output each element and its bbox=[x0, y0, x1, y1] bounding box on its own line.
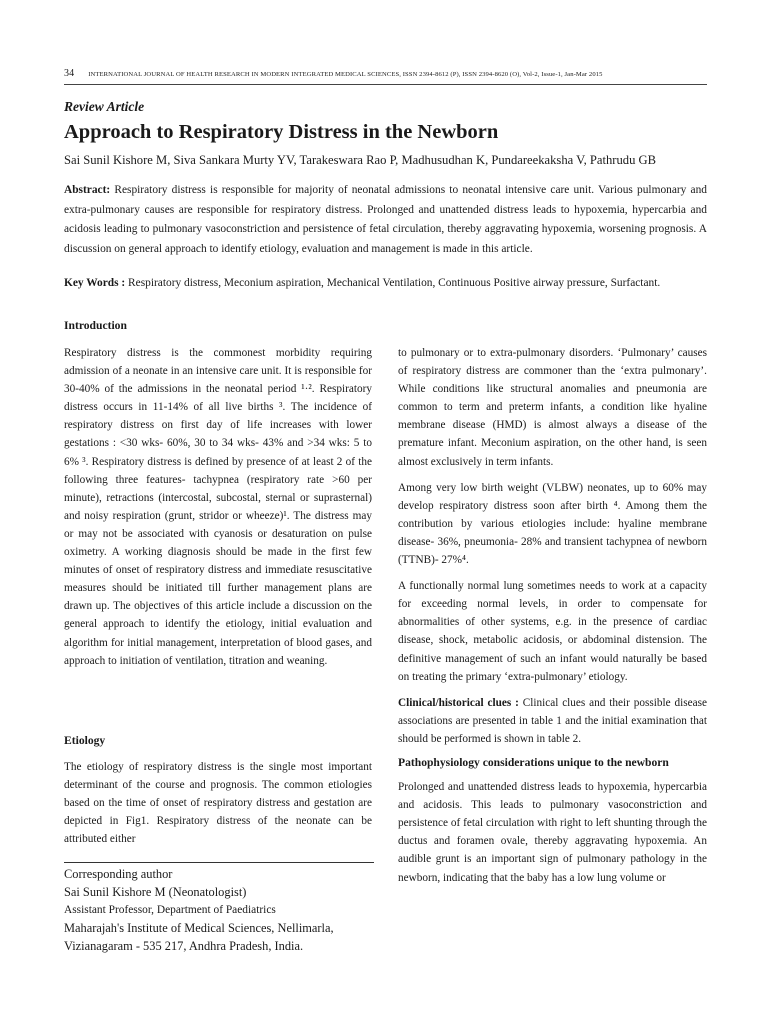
clinical-clues-label: Clinical/historical clues : bbox=[398, 696, 519, 709]
correspondence-block bbox=[64, 865, 384, 955]
pathophysiology-heading: Pathophysiology considerations unique to the newborn bbox=[398, 755, 669, 769]
correspondence-name: Sai Sunil Kishore M (Neonatologist) bbox=[64, 885, 247, 899]
right-paragraph-4 bbox=[398, 694, 707, 748]
abstract-text: Respiratory distress is responsible for majority of neonatal admissions to neonatal intensive care unit. Various pulmonary and extra-pulmonary causes are responsible for respiratory distress. Prolonged and unattended distress leads to hypoxemia, hypercarbia and acidosis leading to pulmonary vasoconstriction and persistence of fetal circulation, thereby aggravating hypoxemia, worsening prognosis. A discussion on general approach to identify etiology, evaluation and management is made in this article. bbox=[64, 184, 707, 256]
clinical-clues-text: Clinical clues and their possible disease associations are presented in table 1 and the initial examination that should be performed is shown in table 2. bbox=[398, 696, 707, 745]
etiology-paragraph: The etiology of respiratory distress is the single most important determinant of the course and prognosis. The common etiologies based on the time of onset of respiratory distress and gestation are depicted in Fig1. Respiratory distress of the neonate can be attributed either bbox=[64, 761, 372, 846]
right-paragraph-5: Prolonged and unattended distress leads to hypoxemia, hypercarbia and acidosis. This leads to pulmonary vasoconstriction and persistence of fetal circulation with right to left shunting through the ductus and foramen ovale, thereby aggravating hypoxemia. An audible grunt is an important sign of pulmonary pathology in the newborn, indicating that the baby has a low lung volume or bbox=[398, 781, 707, 884]
running-header bbox=[64, 68, 707, 79]
correspondence-institution: Maharajah's Institute of Medical Sciences, Nellimarla, bbox=[64, 921, 334, 935]
correspondence-position: Assistant Professor, Department of Paediatrics bbox=[64, 904, 276, 916]
keywords-label: Key Words : bbox=[64, 277, 126, 289]
footnote-rule bbox=[64, 862, 374, 863]
page-number: 34 bbox=[64, 68, 75, 79]
keywords bbox=[64, 274, 707, 293]
introduction-heading: Introduction bbox=[64, 319, 127, 332]
intro-paragraph: Respiratory distress is the commonest morbidity requiring admission of a neonate in an intensive care unit. It is responsible for 30-40% of the admissions in the neonatal period ¹·². Respiratory distress occurs in 11-14% of all live births ³. The incidence of respiratory distress on first day of life increases with lower gestations : <30 wks- 60%, 30 to 34 wks- 43% and >34 wks: 5 to 6% ³. Respiratory distress is defined by presence of at least 2 of the following three features- tachypnea (respiratory rate >60 per minute), retractions (intercostal, subcostal, sternal or suprasternal) and noisy respiration (grunt, stridor or wheeze)¹. The distress may or may not be associated with cyanosis or desaturation on pulse oximetry. A working diagnosis should be made in the first few minutes of onset of respiratory distress and immediate resuscitative measures should be initiated till further management plans are drawn up. The objectives of this article include a discussion on the general approach to identify the etiology, initial evaluation and algorithm for initial management, interpretation of blood gases, and approach to initiation of ventilation, titration and weaning. bbox=[64, 347, 372, 667]
abstract bbox=[64, 181, 707, 260]
author-list: Sai Sunil Kishore M, Siva Sankara Murty YV, Tarakeswara Rao P, Madhusudhan K, Pundareekaksha V, Pathrudu GB bbox=[64, 153, 657, 167]
left-column-etiology bbox=[64, 758, 372, 848]
right-column bbox=[398, 344, 707, 887]
article-type: Review Article bbox=[64, 99, 145, 114]
correspondence-label: Corresponding author bbox=[64, 867, 173, 881]
abstract-label: Abstract: bbox=[64, 184, 111, 196]
journal-citation: INTERNATIONAL JOURNAL OF HEALTH RESEARCH IN MODERN INTEGRATED MEDICAL SCIENCES, ISSN 2394-8612 (P), ISSN 2394-8620 (O), Vol-2, Issue-1, Jan-Mar 2015 bbox=[88, 71, 603, 78]
article-title: Approach to Respiratory Distress in the Newborn bbox=[64, 121, 499, 143]
right-paragraph-2: Among very low birth weight (VLBW) neonates, up to 60% may develop respiratory distress soon after birth ⁴. Among them the contribution by various etiologies include: hyaline membrane disease- 36%, pneumonia- 28% and transient tachypnea of newborn (TTNB)- 27%⁴. bbox=[398, 481, 707, 567]
left-column-intro bbox=[64, 344, 372, 670]
right-paragraph-1: to pulmonary or to extra-pulmonary disorders. ‘Pulmonary’ causes of respiratory distress are commoner than the ‘extra pulmonary’. While conditions like structural anomalies and pneumonia are common to term and preterm infants, a condition like hyaline membrane disease (HMD) is almost always a disease of the premature infant. Meconium aspiration, on the other hand, is seen almost exclusively in term infants. bbox=[398, 347, 707, 468]
etiology-heading: Etiology bbox=[64, 734, 106, 747]
header-rule bbox=[64, 84, 707, 85]
keywords-text: Respiratory distress, Meconium aspiration, Mechanical Ventilation, Continuous Positive airway pressure, Surfactant. bbox=[125, 277, 661, 289]
correspondence-address: Vizianagaram - 535 217, Andhra Pradesh, India. bbox=[64, 939, 304, 953]
right-paragraph-3: A functionally normal lung sometimes needs to work at a capacity for exceeding normal levels, in order to compensate for abnormalities of other systems, e.g. in the presence of cardiac disease, shock, metabolic acidosis, or abdominal distension. The definitive management of such an infant would naturally be based on treating the primary ‘extra-pulmonary’ etiology. bbox=[398, 580, 707, 683]
